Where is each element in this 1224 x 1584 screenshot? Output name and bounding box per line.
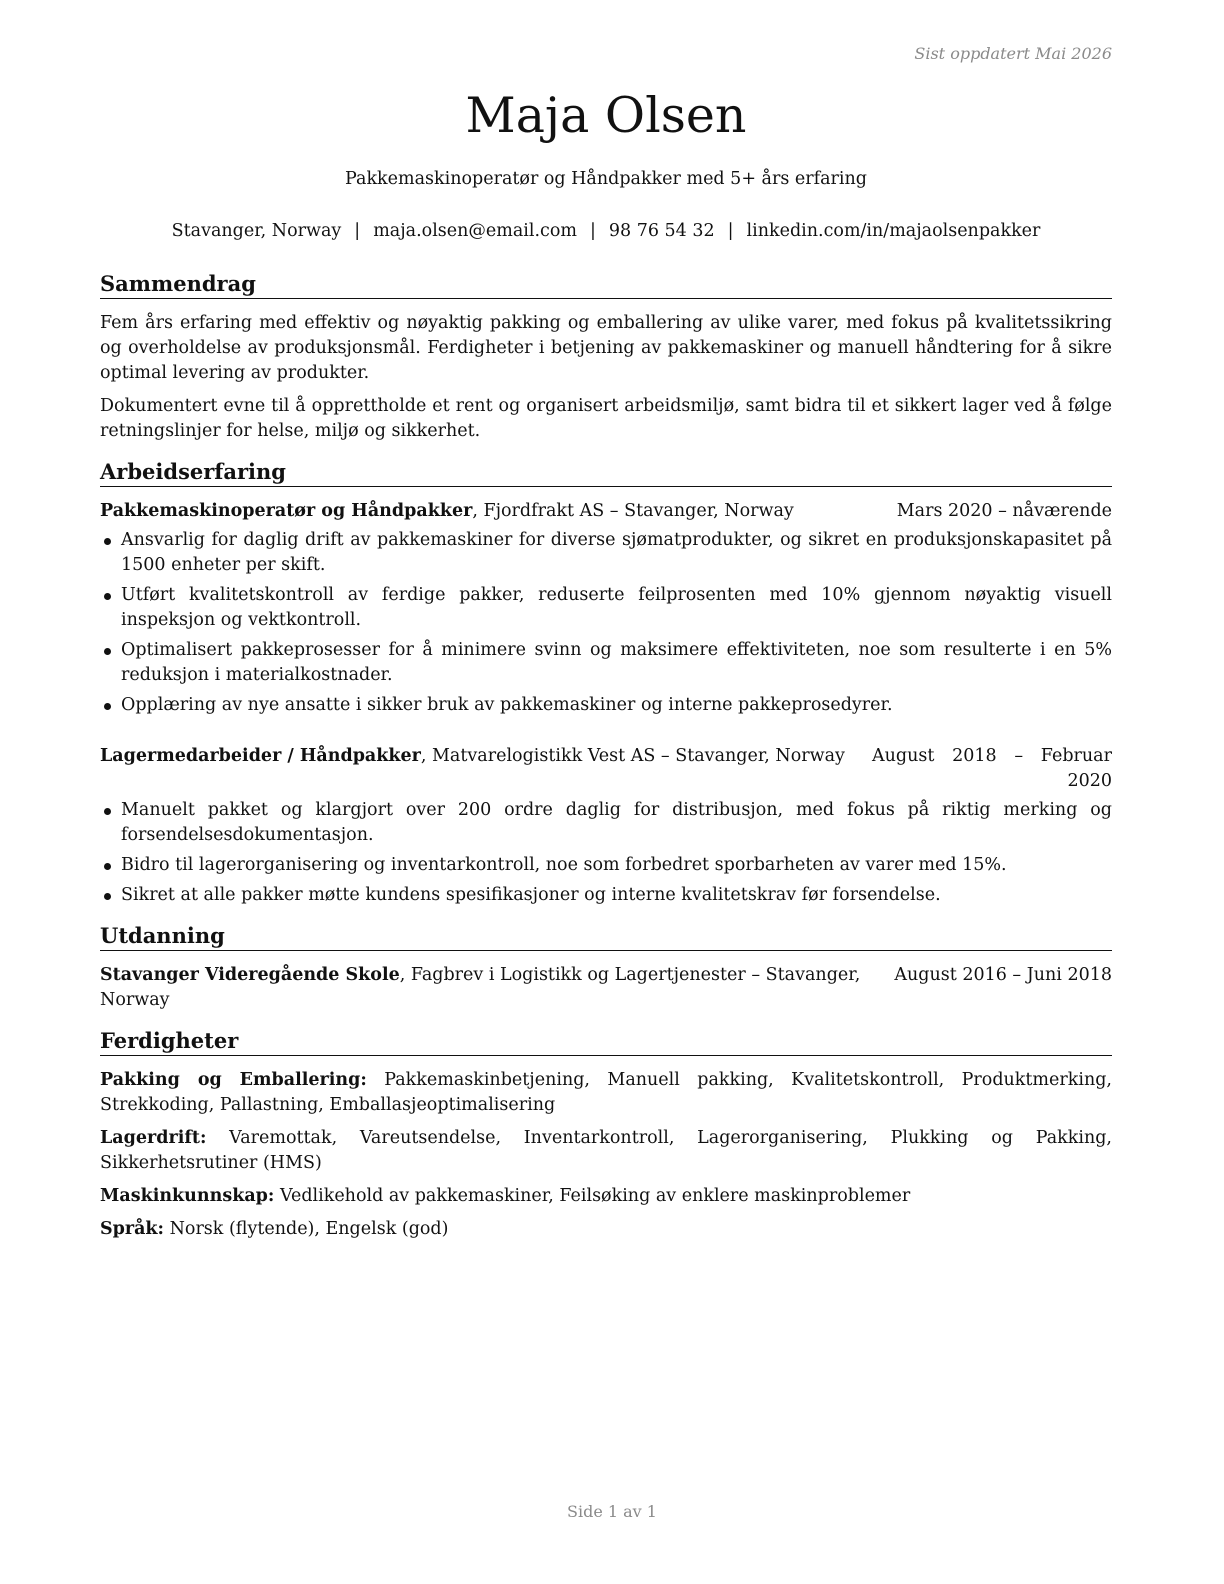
skill-group — [100, 1184, 1112, 1209]
list-item: Ansvarlig for daglig drift av pakkemaskiner for diverse sjømatprodukter, og sikret en produksjonskapasitet på 1500 enheter per skift. — [100, 528, 1112, 578]
candidate-name: Maja Olsen — [465, 87, 747, 144]
list-item: Optimalisert pakkeprosesser for å minimere svinn og maksimere effektiviteten, noe som resulterte i en 5% reduksjon i materialkostnader. — [100, 638, 1112, 688]
education-heading: Utdanning — [100, 922, 1112, 951]
list-item: Sikret at alle pakker møtte kundens spesifikasjoner og interne kvalitetskrav før forsendelse. — [100, 883, 1112, 908]
job-entry — [100, 499, 1112, 718]
skill-group — [100, 1217, 1112, 1242]
tagline: Pakkemaskinoperatør og Håndpakker med 5+ års erfaring — [345, 169, 867, 189]
last-updated-note: Sist oppdatert Mai 2026 — [914, 44, 1112, 63]
skill-group-items: Varemottak, Vareutsendelse, Inventarkontroll, Lagerorganisering, Plukking og Pakking, Sikkerhetsrutiner (HMS) — [100, 1128, 1112, 1173]
education-dates: August 2016 – Juni 2018 — [894, 965, 1112, 985]
contact-location: Stavanger, Norway — [171, 221, 342, 241]
skill-group-items: Norsk (flytende), Engelsk (god) — [164, 1219, 449, 1239]
resume-body — [100, 270, 1112, 1242]
list-item: Opplæring av nye ansatte i sikker bruk av pakkemaskiner og interne pakkeprosedyrer. — [100, 693, 1112, 718]
job-bullets — [100, 528, 1112, 718]
summary-heading: Sammendrag — [100, 270, 1112, 299]
contact-email[interactable]: maja.olsen@email.com — [373, 221, 577, 241]
skills-heading: Ferdigheter — [100, 1027, 1112, 1056]
skill-group-label: Språk: — [100, 1219, 165, 1239]
summary-paragraph: Dokumentert evne til å opprettholde et rent og organisert arbeidsmiljø, samt bidra til et sikkert lager ved å følge retningslinjer for helse, miljø og sikkerhet. — [100, 396, 1112, 441]
job-header — [100, 744, 1112, 794]
skill-group-label: Lagerdrift: — [100, 1128, 207, 1148]
skill-group-items: Vedlikehold av pakkemaskiner, Feilsøking av enklere maskinproblemer — [274, 1186, 911, 1206]
job-role: Lagermedarbeider / Håndpakker — [100, 746, 421, 766]
job-bullets — [100, 798, 1112, 908]
contact-separator: | — [354, 221, 361, 241]
job-header — [100, 499, 1112, 524]
list-item: Manuelt pakket og klargjort over 200 ordre daglig for distribusjon, med fokus på riktig merking og forsendelsesdokumentasjon. — [100, 798, 1112, 848]
job-role: Pakkemaskinoperatør og Håndpakker — [100, 501, 473, 521]
skill-group-items: Pakkemaskinbetjening, Manuell pakking, Kvalitetskontroll, Produktmerking, Strekkoding, Pallastning, Emballasjeoptimalisering — [100, 1070, 1112, 1115]
resume-page — [100, 0, 1112, 1584]
job-entry — [100, 744, 1112, 908]
education-entry — [100, 963, 1112, 1013]
contact-line — [100, 219, 1112, 243]
summary-paragraph: Fem års erfaring med effektiv og nøyaktig pakking og emballering av ulike varer, med fokus på kvalitetssikring og overholdelse av produksjonsmål. Ferdigheter i betjening av pakkemaskiner og manuell håndtering for å sikre optimal levering av produkter. — [100, 313, 1112, 383]
skill-group — [100, 1126, 1112, 1176]
school-name: Stavanger Videregående Skole — [100, 965, 400, 985]
experience-heading: Arbeidserfaring — [100, 458, 1112, 487]
contact-phone: 98 76 54 32 — [608, 221, 715, 241]
job-company: , Fjordfrakt AS – Stavanger, Norway — [472, 501, 794, 521]
list-item: Bidro til lagerorganisering og inventarkontroll, noe som forbedret sporbarheten av varer med 15%. — [100, 853, 1112, 878]
list-item: Utført kvalitetskontroll av ferdige pakker, reduserte feilprosenten med 10% gjennom nøyaktig visuell inspeksjon og vektkontroll. — [100, 583, 1112, 633]
skill-group — [100, 1068, 1112, 1118]
education-program: , Fagbrev i Logistikk og Lagertjenester – Stavanger, Norway — [100, 965, 861, 1010]
skill-group-label: Pakking og Emballering: — [100, 1070, 367, 1090]
job-dates: Mars 2020 – nåværende — [896, 501, 1112, 521]
skills-section — [100, 1027, 1112, 1242]
experience-section — [100, 458, 1112, 908]
summary-section — [100, 270, 1112, 444]
education-section — [100, 922, 1112, 1013]
contact-separator: | — [727, 221, 734, 241]
contact-linkedin[interactable]: linkedin.com/in/majaolsenpakker — [746, 221, 1041, 241]
contact-separator: | — [589, 221, 596, 241]
job-company: , Matvarelogistikk Vest AS – Stavanger, Norway — [420, 746, 845, 766]
job-dates: August 2018 – Februar 2020 — [872, 746, 1112, 791]
page-indicator: Side 1 av 1 — [567, 1502, 657, 1521]
skill-group-label: Maskinkunnskap: — [100, 1186, 275, 1206]
